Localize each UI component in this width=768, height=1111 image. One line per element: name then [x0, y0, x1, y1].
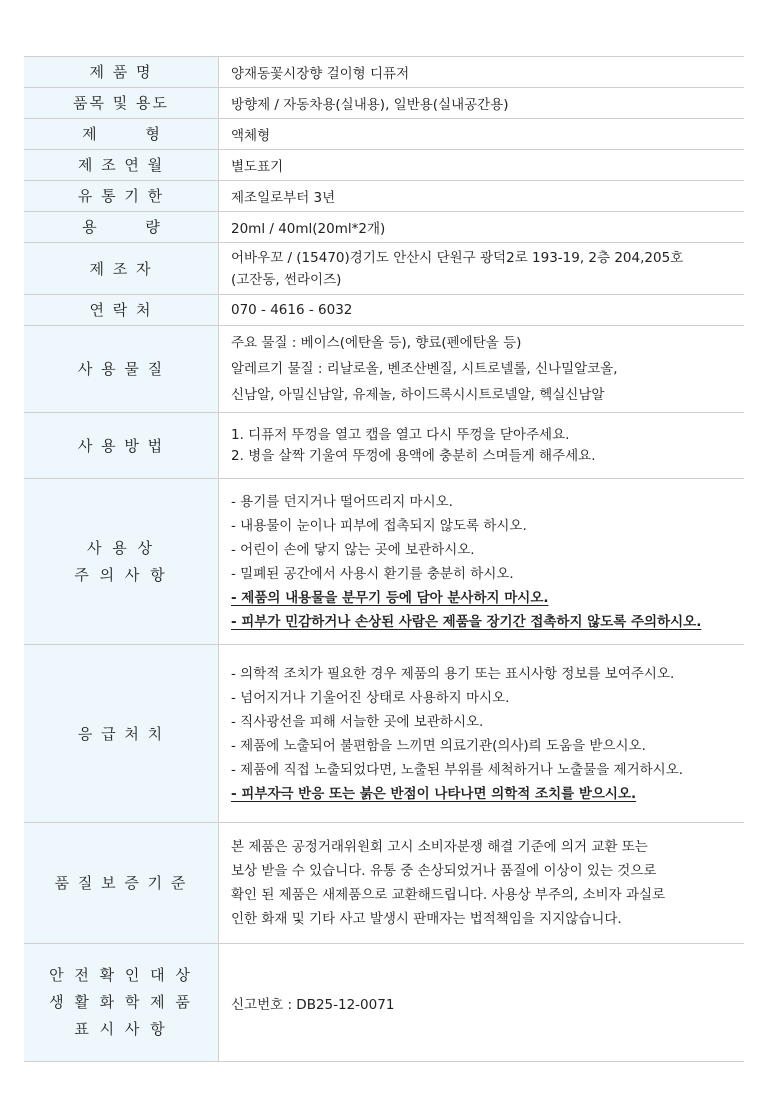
- product-info-table: [24, 56, 744, 1062]
- value-contact: 070 - 4616 - 6032: [219, 295, 745, 326]
- value-ingredients: 주요 물질 : 베이스(에탄올 등), 향료(펜에탄올 등) 알레르기 물질 : 리날로올, 벤조산벤질, 시트로넬롤, 신나밀알코올, 신남알, 아밀신남알, 유제놀, 하이드록시시트로넬알, 헥실신남알: [219, 326, 745, 413]
- value-expiry: 제조일로부터 3년: [219, 181, 745, 212]
- row-manufacturer: [24, 243, 744, 295]
- value-manufacture-date: 별도표기: [219, 150, 745, 181]
- value-formulation: 액체형: [219, 119, 745, 150]
- label-expiry: 유 통 기 한: [24, 181, 219, 212]
- label-safety-notice: 안 전 확 인 대 상 생 활 화 학 제 품 표 시 사 항: [24, 944, 219, 1062]
- value-category-usage: 방향제 / 자동차용(실내용), 일반용(실내공간용): [219, 88, 745, 119]
- row-ingredients: [24, 326, 744, 413]
- value-precautions: - 용기를 던지거나 떨어뜨리지 마시오. - 내용물이 눈이나 피부에 접촉되지 않도록 하시오. - 어린이 손에 닿지 않는 곳에 보관하시오. - 밀폐된 공간에서 사용시 환기를 충분히 하시오. - 제품의 내용물을 분무기 등에 담아 분사하지 마시오. - 피부가 민감하거나 손상된 사람은 제품을 장기간 접촉하지 않도록 주의하시오.: [219, 479, 745, 645]
- label-quality-guarantee: 품 질 보 증 기 준: [24, 823, 219, 944]
- row-category-usage: [24, 88, 744, 119]
- row-formulation: [24, 119, 744, 150]
- row-first-aid: [24, 645, 744, 823]
- row-precautions: [24, 479, 744, 645]
- label-capacity: 용 량: [24, 212, 219, 243]
- row-quality-guarantee: [24, 823, 744, 944]
- row-manufacture-date: [24, 150, 744, 181]
- row-capacity: [24, 212, 744, 243]
- row-safety-notice: [24, 944, 744, 1062]
- value-product-name: 양재동꽃시장향 걸이형 디퓨저: [219, 57, 745, 88]
- label-first-aid: 응 급 처 치: [24, 645, 219, 823]
- value-manufacturer: 어바우꼬 / (15470)경기도 안산시 단원구 광덕2로 193-19, 2층 204,205호 (고잔동, 썬라이즈): [219, 243, 745, 295]
- label-usage-method: 사 용 방 법: [24, 413, 219, 479]
- label-formulation: 제 형: [24, 119, 219, 150]
- row-expiry: [24, 181, 744, 212]
- value-quality-guarantee: 본 제품은 공정거래위원회 고시 소비자분쟁 해결 기준에 의거 교환 또는 보상 받을 수 있습니다. 유통 중 손상되었거나 품질에 이상이 있는 것으로 확인 된 제품은 새제품으로 교환해드립니다. 사용상 부주의, 소비자 과실로 인한 화재 및 기타 사고 발생시 판매자는 법적책임을 지지않습니다.: [219, 823, 745, 944]
- value-usage-method: 1. 디퓨저 뚜껑을 열고 캡을 열고 다시 뚜껑을 닫아주세요. 2. 병을 살짝 기울여 뚜껑에 용액에 충분히 스며들게 해주세요.: [219, 413, 745, 479]
- value-first-aid: - 의학적 조치가 필요한 경우 제품의 용기 또는 표시사항 정보를 보여주시오. - 넘어지거나 기울어진 상태로 사용하지 마시오. - 직사광선을 피해 서늘한 곳에 보관하시오. - 제품에 노출되어 불편함을 느끼면 의료기관(의사)릐 도움을 받으시오. - 제품에 직접 노출되었다면, 노출된 부위를 세척하거나 노출물을 제거하시오. - 피부자극 반응 또는 붉은 반점이 나타나면 의학적 조치를 받으시오.: [219, 645, 745, 823]
- label-manufacture-date: 제 조 연 월: [24, 150, 219, 181]
- label-ingredients: 사 용 물 질: [24, 326, 219, 413]
- label-contact: 연 락 처: [24, 295, 219, 326]
- label-product-name: 제 품 명: [24, 57, 219, 88]
- value-capacity: 20ml / 40ml(20ml*2개): [219, 212, 745, 243]
- label-category-usage: 품목 및 용도: [24, 88, 219, 119]
- label-precautions: 사 용 상 주 의 사 항: [24, 479, 219, 645]
- row-contact: [24, 295, 744, 326]
- label-manufacturer: 제 조 자: [24, 243, 219, 295]
- row-product-name: [24, 57, 744, 88]
- row-usage-method: [24, 413, 744, 479]
- value-safety-notice: 신고번호 : DB25-12-0071: [219, 944, 745, 1062]
